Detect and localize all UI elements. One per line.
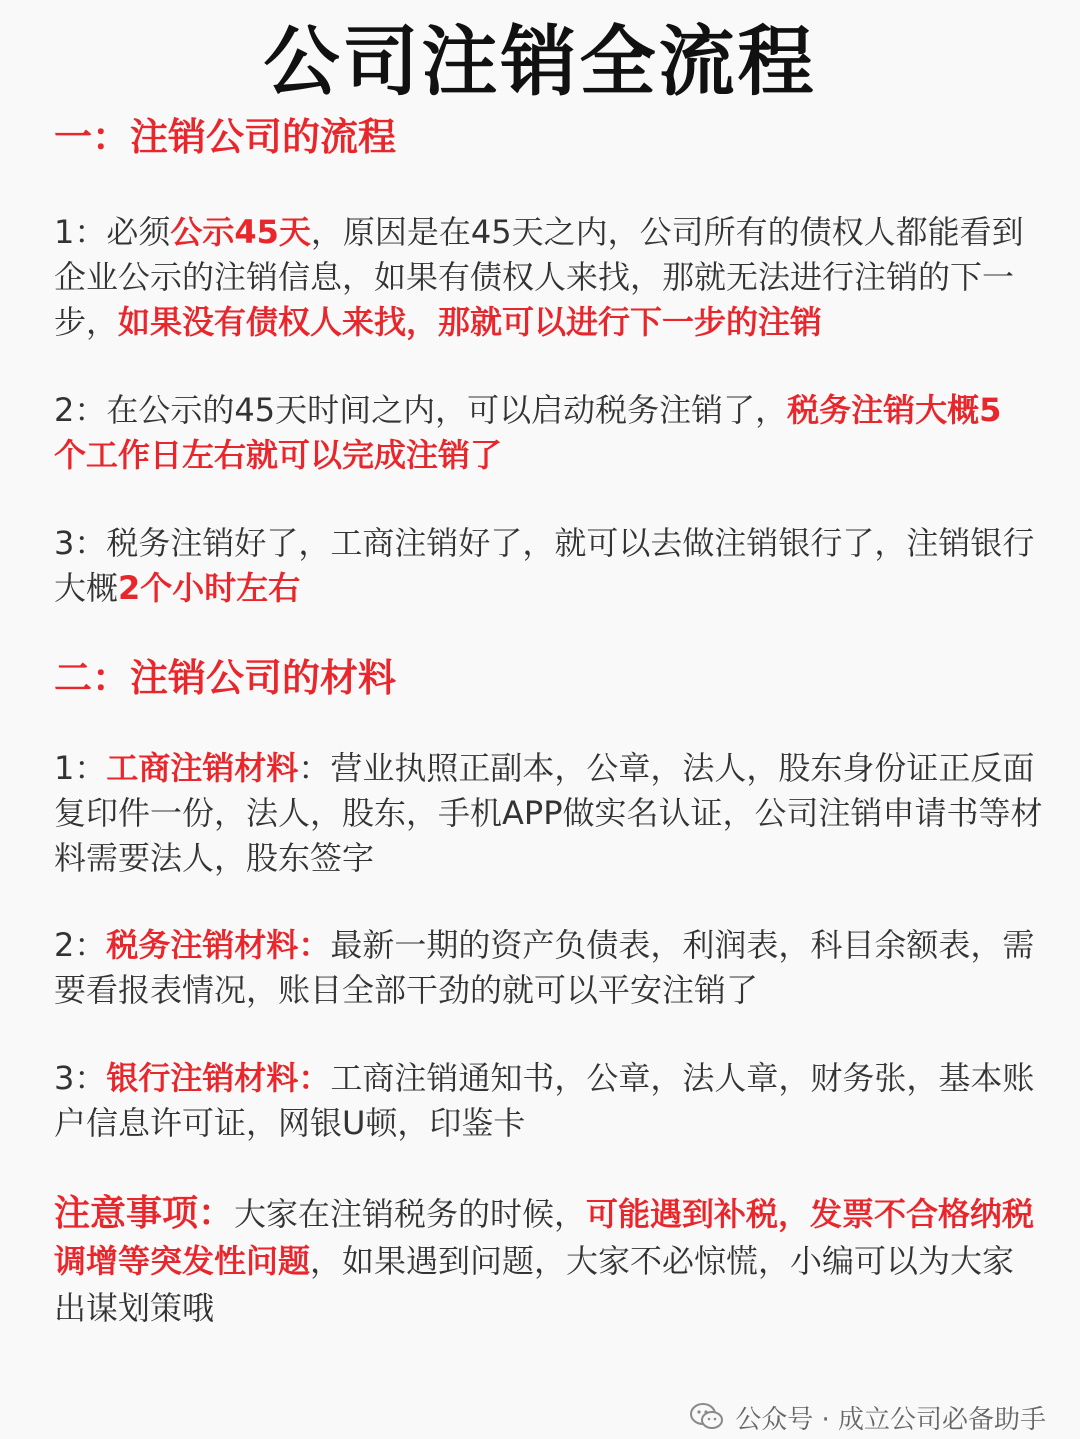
highlight-text: 银行注销材料：: [106, 1059, 331, 1097]
highlight-text: 税务注销大概5 个工作日左右就可以完成注销了: [54, 391, 1002, 474]
highlight-text: 可能遇到补税，发票不合格纳税调增等突发性问题: [54, 1195, 1035, 1280]
body-text: 工商注销通知书，公章，法人章，财务张，基本账户信息许可证，网银U顿，印鉴卡: [54, 1059, 1035, 1142]
notice-paragraph: [54, 1190, 1044, 1332]
footer-source: [689, 1395, 1046, 1439]
body-text: 3：: [54, 1059, 107, 1097]
body-text: 3：税务注销好了，工商注销好了，就可以去做注销银行了，注销银行大概: [54, 524, 1035, 607]
notice-label: 注意事项：: [54, 1193, 235, 1234]
body-text: 1：必须: [54, 213, 171, 251]
body-text: 2：: [54, 926, 107, 964]
wechat-icon: [689, 1402, 725, 1432]
process-item-2: [54, 388, 1044, 478]
materials-item-3: [54, 1056, 1044, 1146]
section-heading-materials: 二：注销公司的材料: [54, 656, 397, 700]
process-item-3: [54, 521, 1044, 611]
footer-text: 公众号 · 成立公司必备助手: [735, 1404, 1046, 1435]
highlight-text: 如果没有债权人来找，那就可以进行下一步的注销: [118, 303, 823, 341]
highlight-text: 工商注销材料: [106, 749, 299, 787]
body-text: 2：在公示的45天时间之内，可以启动税务注销了，: [54, 391, 788, 429]
materials-item-1: [54, 746, 1044, 881]
highlight-text: 公示45天: [170, 213, 311, 251]
page-title: 公司注销全流程: [263, 17, 817, 106]
body-text: 大家在注销税务的时候，: [234, 1195, 587, 1233]
body-text: ，如果遇到问题，大家不必惊慌，小编可以为大家出谋划策哦: [54, 1242, 1015, 1327]
highlight-text: 税务注销材料：: [106, 926, 331, 964]
process-item-1: [54, 210, 1044, 345]
section-heading-process: 一：注销公司的流程: [54, 115, 397, 159]
body-text: 1：: [54, 749, 107, 787]
body-text: 最新一期的资产负债表，利润表，科目余额表，需要看报表情况，账目全部干劲的就可以平安注销了: [54, 926, 1035, 1009]
materials-item-2: [54, 923, 1044, 1013]
body-text: ，原因是在45天之内，公司所有的债权人都能看到企业公示的注销信息，如果有债权人来找，那就无法进行注销的下一步，: [54, 213, 1024, 341]
highlight-text: 2个小时左右: [118, 569, 301, 607]
body-text: ：营业执照正副本，公章，法人，股东身份证正反面复印件一份，法人，股东，手机APP做实名认证，公司注销申请书等材料需要法人，股东签字: [54, 749, 1043, 877]
